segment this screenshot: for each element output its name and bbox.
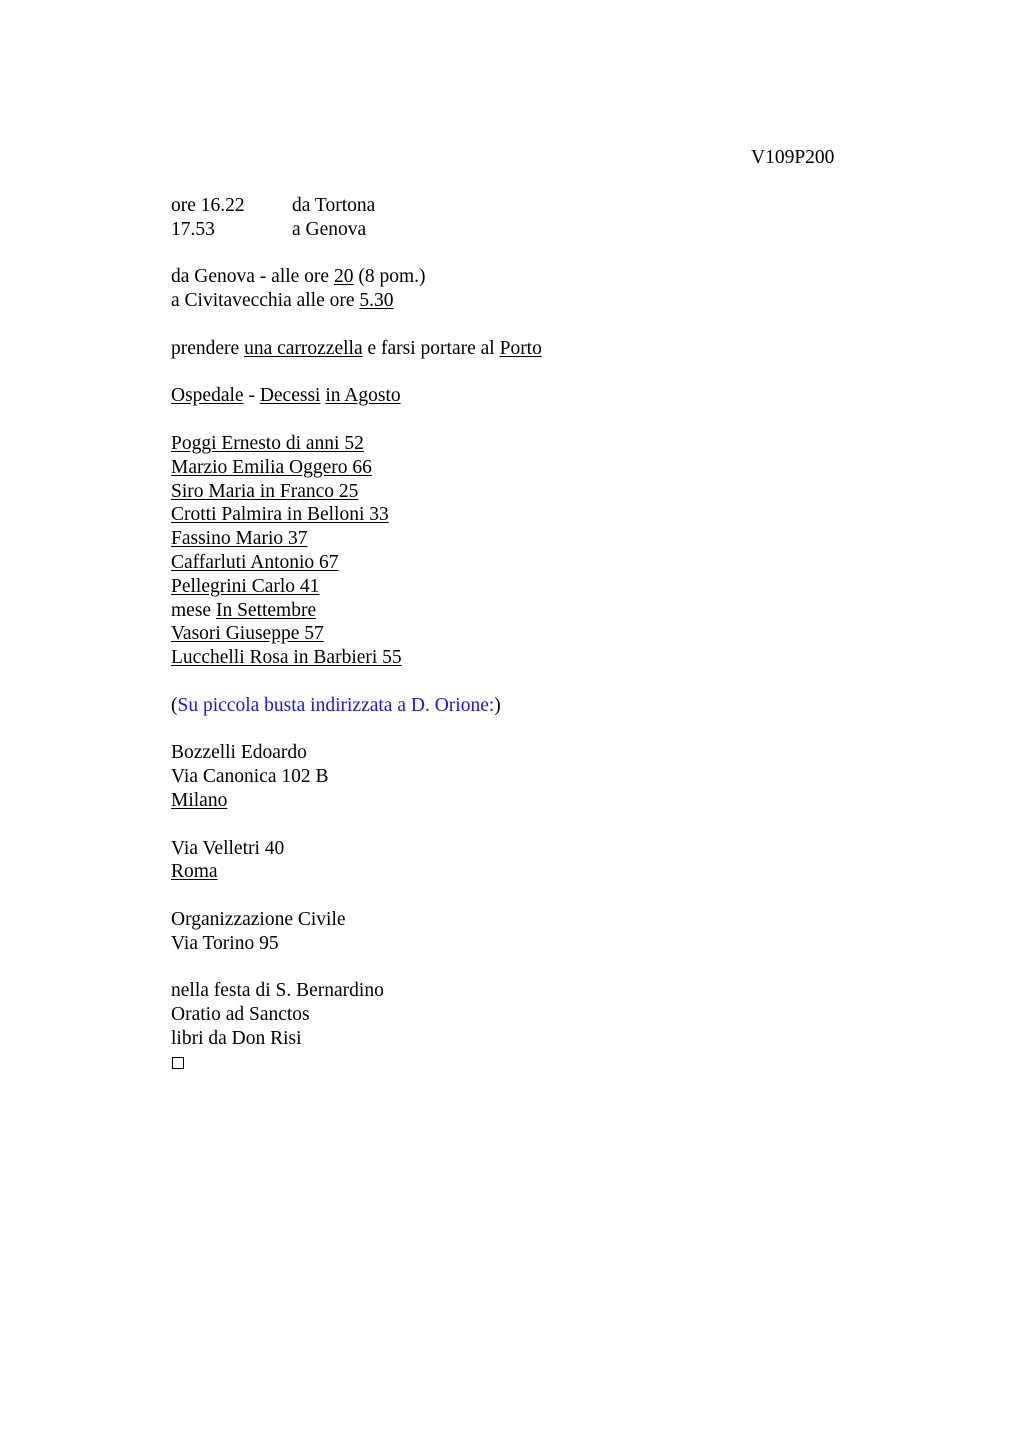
arrival-time: 17.53 xyxy=(171,218,215,240)
hospital-heading: Ospedale - Decessi in Agosto xyxy=(171,385,401,407)
september-heading: mese In Settembre xyxy=(171,599,317,621)
address-city: Milano xyxy=(171,789,228,811)
address-name: Bozzelli Edoardo xyxy=(171,742,307,764)
train-line-1: da Genova - alle ore 20 (8 pom.) xyxy=(171,266,426,288)
arrival-hour: 5.30 xyxy=(359,290,394,312)
closing-line: Oratio ad Sanctos xyxy=(171,1004,310,1026)
closing-line: libri da Don Risi xyxy=(171,1027,302,1049)
editorial-note: (Su piccola busta indirizzata a D. Orione:) xyxy=(171,694,501,716)
death-entry: Lucchelli Rosa in Barbieri 55 xyxy=(171,647,402,669)
train-line-2: a Civitavecchia alle ore 5.30 xyxy=(171,290,394,312)
page-reference: V109P200 xyxy=(751,147,835,168)
death-entry: Marzio Emilia Oggero 66 xyxy=(171,456,372,478)
departure-place: da Tortona xyxy=(292,195,376,216)
death-entry: Vasori Giuseppe 57 xyxy=(171,623,324,645)
death-entry: Caffarluti Antonio 67 xyxy=(171,551,339,573)
note-text: Su piccola busta indirizzata a D. Orione: xyxy=(177,694,495,716)
address-street: Via Torino 95 xyxy=(171,932,279,954)
empty-box-icon xyxy=(172,1057,184,1069)
address-city: Roma xyxy=(171,861,218,883)
departure-time: ore 16.22 xyxy=(171,195,245,216)
closing-line: nella festa di S. Bernardino xyxy=(171,980,384,1002)
address-street: Via Velletri 40 xyxy=(171,837,285,859)
schedule-row xyxy=(171,194,871,218)
instruction-line: prendere una carrozzella e farsi portare al Porto xyxy=(171,337,542,359)
organization-name: Organizzazione Civile xyxy=(171,908,346,930)
death-entry: Fassino Mario 37 xyxy=(171,528,308,550)
end-marker xyxy=(171,1051,871,1075)
death-entry: Crotti Palmira in Belloni 33 xyxy=(171,504,389,526)
arrival-place: a Genova xyxy=(292,218,367,240)
death-entry: Pellegrini Carlo 41 xyxy=(171,575,320,597)
address-street: Via Canonica 102 B xyxy=(171,766,329,788)
death-entry: Poggi Ernesto di anni 52 xyxy=(171,432,364,454)
document-body xyxy=(171,194,871,1074)
schedule-row xyxy=(171,218,871,242)
death-entry: Siro Maria in Franco 25 xyxy=(171,480,359,502)
train-hour: 20 xyxy=(333,266,354,288)
